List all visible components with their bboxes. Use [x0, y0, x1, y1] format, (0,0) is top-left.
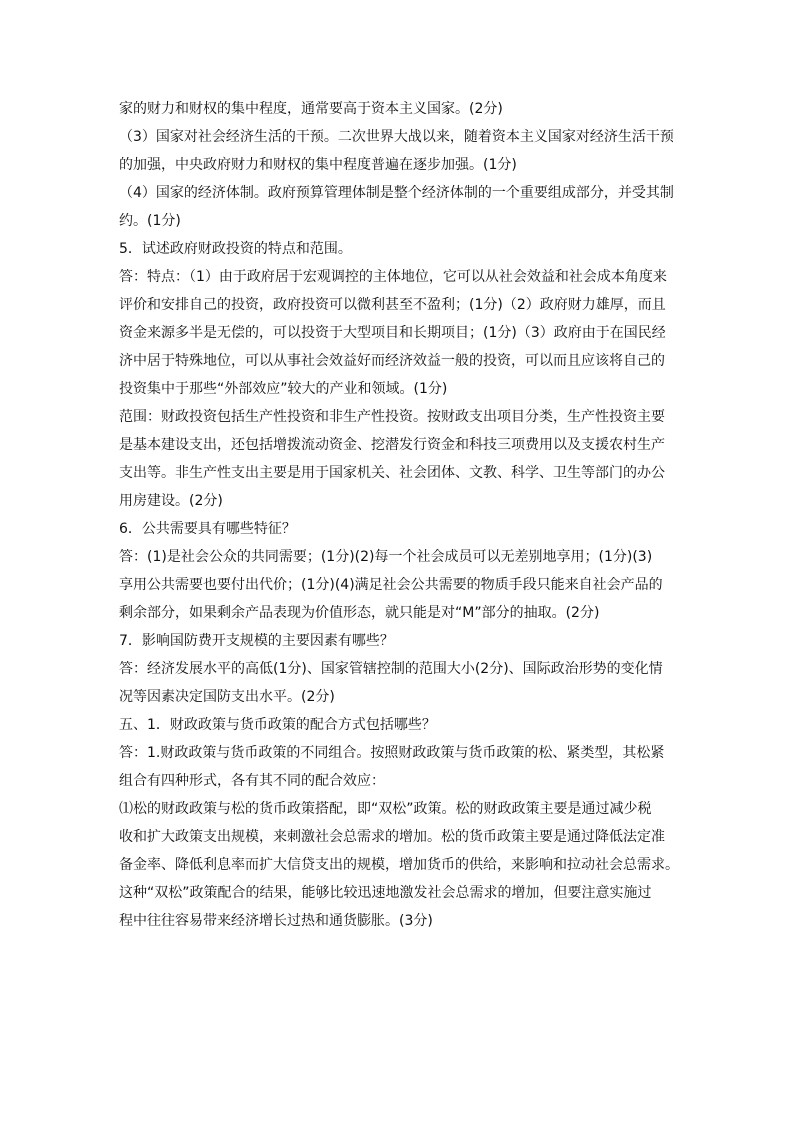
- text-line: 这种“双松”政策配合的结果，能够比较迅速地激发社会总需求的增加，但要注意实施过: [119, 885, 652, 901]
- text-line: 况等因素决定国防支出水平。(2分): [119, 689, 335, 705]
- text-line: 约。(1分): [119, 213, 181, 229]
- document-page: [119, 99, 679, 939]
- question-heading: 6．公共需要具有哪些特征？: [119, 521, 296, 537]
- text-line: 支出等。非生产性支出主要是用于国家机关、社会团体、文教、科学、卫生等部门的办公: [119, 465, 665, 481]
- text-line: 资金来源多半是无偿的，可以投资于大型项目和长期项目；(1分)（3）政府由于在国民经: [119, 325, 666, 341]
- text-line: 答：特点：（1）由于政府居于宏观调控的主体地位，它可以从社会效益和社会成本角度来: [119, 269, 667, 285]
- text-line: 剩余部分，如果剩余产品表现为价值形态，就只能是对“M”部分的抽取。(2分): [119, 605, 600, 621]
- text-line: 评价和安排自己的投资，政府投资可以微利甚至不盈利；(1分)（2）政府财力雄厚，而且: [119, 297, 666, 313]
- text-line: 用房建设。(2分): [119, 493, 223, 509]
- text-line: 收和扩大政策支出规模，来刺激社会总需求的增加。松的货币政策主要是通过降低法定准: [119, 829, 665, 845]
- text-line: 备金率、降低利息率而扩大信贷支出的规模，增加货币的供给，来影响和拉动社会总需求。: [119, 857, 679, 873]
- section-heading: 五、1．财政政策与货币政策的配合方式包括哪些？: [119, 717, 436, 733]
- text-line: 程中往往容易带来经济增长过热和通货膨胀。(3分): [119, 913, 433, 929]
- text-line: 济中居于特殊地位，可以从事社会效益好而经济效益一般的投资，可以而且应该将自己的: [119, 353, 665, 369]
- text-line: 家的财力和财权的集中程度，通常要高于资本主义国家。(2分): [119, 101, 503, 117]
- text-line: 答：1.财政政策与货币政策的不同组合。按照财政政策与货币政策的松、紧类型，其松紧: [119, 745, 665, 761]
- text-line: 享用公共需要也要付出代价；(1分)(4)满足社会公共需要的物质手段只能来自社会产品的: [119, 577, 663, 593]
- text-line: ⑴松的财政政策与松的货币政策搭配，即“双松”政策。松的财政政策主要是通过减少税: [119, 801, 652, 817]
- text-line: 组合有四种形式，各有其不同的配合效应：: [119, 773, 385, 789]
- text-line: 的加强，中央政府财力和财权的集中程度普遍在逐步加强。(1分): [119, 157, 517, 173]
- question-heading: 7．影响国防费开支规模的主要因素有哪些？: [119, 633, 394, 649]
- question-heading: 5．试述政府财政投资的特点和范围。: [119, 241, 352, 257]
- text-line: 答：(1)是社会公众的共同需要；(1分)(2)每一个社会成员可以无差别地享用；(1分)(3): [119, 549, 653, 565]
- text-line: 是基本建设支出，还包括增拨流动资金、挖潜发行资金和科技三项费用以及支援农村生产: [119, 437, 665, 453]
- text-line: 投资集中于那些“外部效应”较大的产业和领域。(1分): [119, 381, 448, 397]
- text-line: （3）国家对社会经济生活的干预。二次世界大战以来，随着资本主义国家对经济生活干预: [119, 129, 674, 145]
- text-line: 答：经济发展水平的高低(1分)、国家管辖控制的范围大小(2分)、国际政治形势的变化情: [119, 661, 663, 677]
- text-line: 范围：财政投资包括生产性投资和非生产性投资。按财政支出项目分类，生产性投资主要: [119, 409, 665, 425]
- text-line: （4）国家的经济体制。政府预算管理体制是整个经济体制的一个重要组成部分，并受其制: [119, 185, 674, 201]
